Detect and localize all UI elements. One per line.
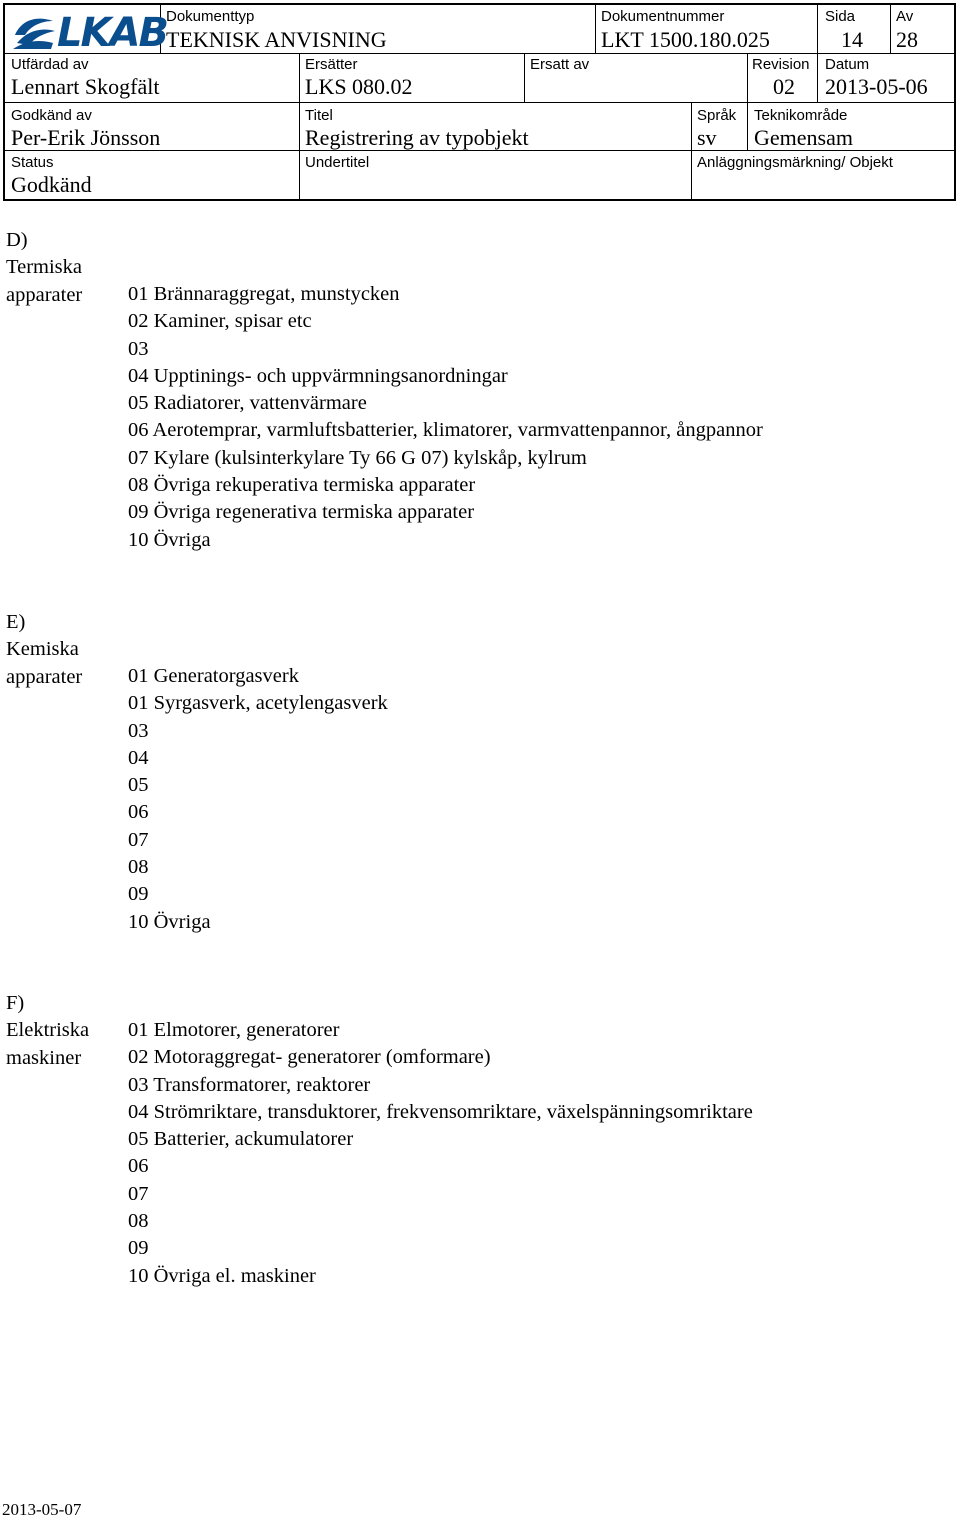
titel-label: Titel [305, 107, 333, 124]
header-divider [5, 150, 954, 151]
list-item: 01 Generatorgasverk [128, 665, 299, 687]
list-item: 06 Aerotemprar, varmluftsbatterier, klimatorer, varmvattenpannor, ångpannor [128, 419, 763, 442]
datum-value: 2013-05-06 [825, 74, 928, 99]
status-label: Status [11, 154, 54, 171]
list-item: 01 Brännaraggregat, munstycken [128, 283, 400, 305]
sprak-value: sv [697, 125, 717, 150]
av-label: Av [896, 8, 914, 25]
ersatter-label: Ersätter [305, 56, 358, 73]
list-item: 03 Transformatorer, reaktorer [128, 1073, 371, 1096]
section-list-e [128, 663, 388, 936]
godkand-av-label: Godkänd av [11, 107, 92, 124]
list-item: 09 Övriga regenerativa termiska apparater [128, 501, 475, 524]
list-item: 07 [128, 828, 149, 851]
list-item: 10 Övriga [128, 910, 211, 933]
logo-wordmark: LKAB [57, 10, 167, 56]
header-divider [299, 53, 300, 199]
header-divider [595, 5, 596, 53]
dokumenttyp-label: Dokumenttyp [166, 8, 255, 25]
utfardad-av-value: Lennart Skogfält [11, 74, 160, 99]
ersatt-av-label: Ersatt av [530, 56, 590, 73]
section-heading-e: E) Kemiska apparater [6, 611, 83, 688]
header-divider [5, 102, 954, 103]
header-divider [890, 5, 891, 53]
list-item: 08 Övriga rekuperativa termiska apparater [128, 474, 476, 497]
list-item: 06 [128, 1155, 149, 1178]
list-item: 05 Batterier, ackumulatorer [128, 1128, 354, 1151]
list-item: 10 Övriga [128, 528, 211, 551]
header-divider [524, 53, 525, 102]
list-item: 08 [128, 856, 149, 879]
header-divider [691, 102, 692, 199]
datum-label: Datum [825, 56, 870, 73]
dokumenttyp-value: TEKNISK ANVISNING [166, 27, 387, 52]
list-item: 07 Kylare (kulsinterkylare Ty 66 G 07) kylskåp, kylrum [128, 446, 587, 469]
anlaggningsmarkning-label: Anläggningsmärkning/ Objekt [697, 154, 893, 171]
dokumentnummer-label: Dokumentnummer [601, 8, 725, 25]
list-item: 04 [128, 746, 149, 769]
list-item: 09 [128, 883, 149, 906]
sida-value: 14 [841, 27, 863, 52]
ersatter-value: LKS 080.02 [305, 74, 413, 99]
revision-label: Revision [752, 56, 810, 73]
section-heading-f: F) Elektriska maskiner [6, 992, 90, 1069]
undertitel-label: Undertitel [305, 154, 370, 171]
lkab-logo [13, 10, 167, 56]
list-item: 07 [128, 1182, 149, 1205]
document-header [3, 3, 956, 201]
header-divider [747, 53, 748, 102]
titel-value: Registrering av typobjekt [305, 125, 529, 150]
list-item: 01 Elmotorer, generatorer [128, 1019, 340, 1041]
section-list-d [128, 281, 763, 554]
list-item: 04 Upptinings- och uppvärmningsanordningar [128, 364, 508, 387]
list-item: 08 [128, 1210, 149, 1233]
lkab-logo-mark [13, 13, 57, 53]
section-heading-d: D) Termiska apparater [6, 229, 83, 306]
list-item: 02 Motoraggregat- generatorer (omformare) [128, 1046, 491, 1069]
list-item: 05 Radiatorer, vattenvärmare [128, 392, 367, 415]
list-item: 01 Syrgasverk, acetylengasverk [128, 692, 388, 715]
footer-date: 2013-05-07 [2, 1500, 82, 1519]
list-item: 06 [128, 801, 149, 824]
godkand-av-value: Per-Erik Jönsson [11, 125, 161, 150]
teknikomrade-label: Teknikområde [754, 107, 848, 124]
status-value: Godkänd [11, 172, 92, 197]
revision-value: 02 [773, 74, 795, 99]
list-item: 04 Strömriktare, transduktorer, frekvensomriktare, växelspänningsomriktare [128, 1100, 753, 1123]
list-item: 10 Övriga el. maskiner [128, 1264, 316, 1287]
header-divider [817, 5, 818, 102]
av-value: 28 [896, 27, 918, 52]
utfardad-av-label: Utfärdad av [11, 56, 89, 73]
list-item: 02 Kaminer, spisar etc [128, 310, 312, 333]
section-list-f [128, 1017, 753, 1290]
teknikomrade-value: Gemensam [754, 125, 853, 150]
list-item: 03 [128, 719, 149, 742]
dokumentnummer-value: LKT 1500.180.025 [601, 27, 770, 52]
sida-label: Sida [825, 8, 856, 25]
header-divider [747, 102, 748, 150]
sprak-label: Språk [697, 107, 737, 124]
list-item: 09 [128, 1237, 149, 1260]
list-item: 05 [128, 774, 149, 797]
list-item: 03 [128, 337, 149, 360]
